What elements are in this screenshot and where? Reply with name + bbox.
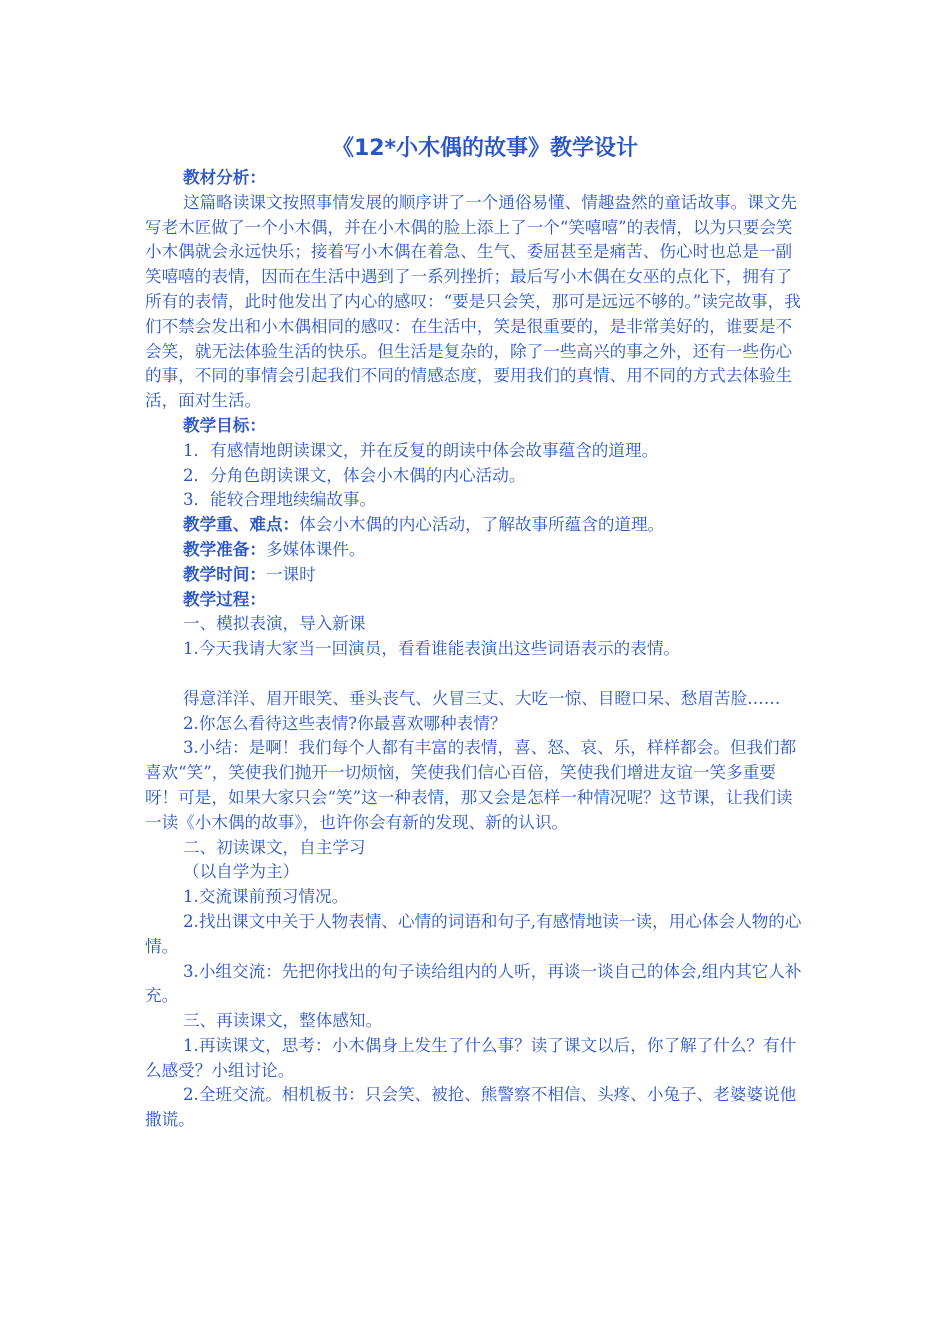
- section-2-item: 2.找出课文中关于人物表情、心情的词语和句子,有感情地读一读，用心体会人物的心情。: [145, 911, 802, 956]
- section-2-title: 二、初读课文，自主学习: [183, 837, 366, 857]
- document-page: [145, 132, 807, 1133]
- process-heading: 教学过程：: [183, 589, 266, 609]
- goal-item: 2．分角色朗读课文，体会小木偶的内心活动。: [183, 465, 526, 485]
- section-2-item: 1.交流课前预习情况。: [183, 887, 349, 907]
- preparation-label: 教学准备：: [183, 539, 266, 559]
- section-2-subtitle: （以自学为主）: [183, 862, 300, 882]
- teaching-time-value: 一课时: [265, 564, 316, 584]
- section-2-item: 3.小组交流：先把你找出的句子读给组内的人听，再谈一谈自己的体会,组内其它人补充。: [145, 961, 802, 1006]
- section-3-item: 2.全班交流。相机板书：只会笑、被抢、熊警察不相信、头疼、小兔子、老婆婆说他撒谎。: [145, 1085, 797, 1130]
- section-1-summary: 3.小结：是啊！我们每个人都有丰富的表情，喜、怒、哀、乐，样样都会。但我们都喜欢“笑”，笑使我们抛开一切烦恼，笑使我们信心百倍，笑使我们增进友谊一笑多重要呀！可是，如果大家只会“笑”这一种表情，那又会是怎样一种情况呢？这节课，让我们读一读《小木偶的故事》，也许你会有新的发现、新的认识。: [145, 738, 797, 832]
- section-1-title: 一、模拟表演，导入新课: [183, 614, 366, 634]
- section-1-item: 1.今天我请大家当一回演员，看看谁能表演出这些词语表示的表情。: [183, 639, 681, 659]
- goal-item: 1．有感情地朗读课文，并在反复的朗读中体会故事蕴含的道理。: [183, 440, 659, 460]
- blank-line: [145, 662, 807, 687]
- key-points-label: 教学重、难点：: [183, 515, 300, 535]
- section-1-item: 2.你怎么看待这些表情?你最喜欢哪种表情？: [183, 713, 507, 733]
- analysis-text: 这篇略读课文按照事情发展的顺序讲了一个通俗易懂、情趣盎然的童话故事。课文先写老木匠做了一个小木偶，并在小木偶的脸上添上了一个“笑嘻嘻”的表情，以为只要会笑小木偶就会永远快乐；接着写小木偶在着急、生气、委屈甚至是痛苦、伤心时也总是一副笑嘻嘻的表情，因而在生活中遇到了一系列挫折；最后写小木偶在女巫的点化下，拥有了所有的表情，此时他发出了内心的感叹：“要是只会笑，那可是远远不够的。”读完故事，我们不禁会发出和小木偶相同的感叹：在生活中，笑是很重要的，是非常美好的，谁要是不会笑，就无法体验生活的快乐。但生活是复杂的，除了一些高兴的事之外，还有一些伤心的事，不同的事情会引起我们不同的情感态度，要用我们的真情、用不同的方式去体验生活，面对生活。: [145, 192, 801, 411]
- key-points-value: 体会小木偶的内心活动，了解故事所蕴含的道理。: [299, 515, 665, 535]
- analysis-heading: 教材分析：: [183, 168, 266, 187]
- goal-item: 3．能较合理地续编故事。: [183, 490, 377, 510]
- document-title: 《12*小木偶的故事》教学设计: [331, 136, 639, 161]
- preparation: [145, 538, 807, 563]
- section-3-item: 1.再读课文，思考：小木偶身上发生了什么事？读了课文以后，你了解了什么？有什么感受？小组讨论。: [145, 1035, 797, 1080]
- section-3-title: 三、再读课文，整体感知。: [183, 1011, 383, 1031]
- expression-words: 得意洋洋、眉开眼笑、垂头丧气、火冒三丈、大吃一惊、目瞪口呆、愁眉苦脸……: [183, 688, 781, 708]
- teaching-time-label: 教学时间：: [183, 564, 266, 584]
- teaching-time: [145, 563, 807, 588]
- key-points: [145, 513, 807, 538]
- preparation-value: 多媒体课件。: [265, 539, 366, 559]
- goals-heading: 教学目标：: [183, 415, 266, 435]
